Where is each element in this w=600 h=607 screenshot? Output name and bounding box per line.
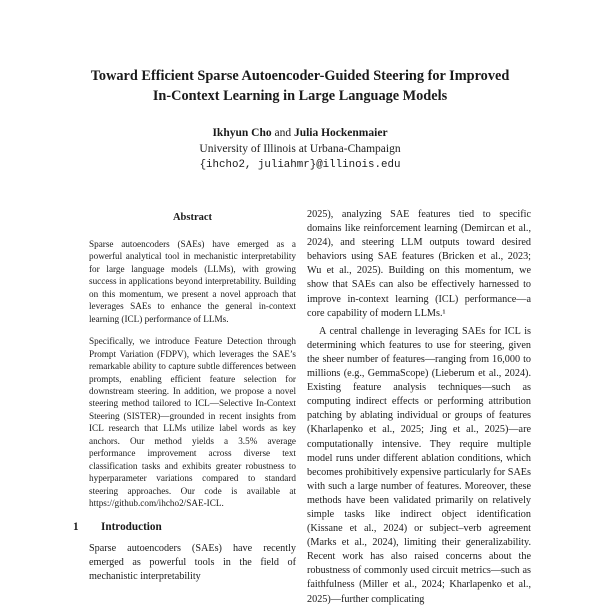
introduction-paragraph: Sparse autoencoders (SAEs) have recently emerged as powerful tools in the field of mechanistic interpretability <box>89 542 296 582</box>
author-block <box>40 125 560 173</box>
author-1: Ikhyun Cho <box>212 127 272 139</box>
section-number: 1 <box>73 520 79 533</box>
section-title: Introduction <box>101 520 162 533</box>
abstract-paragraph-2: Specifically, we introduce Feature Detection through Prompt Variation (FDPV), which leverages the SAE’s remarkable ability to capture subtle differences between prompts, enabling efficient feature selection for downstream steering. In addition, we propose a novel steering method tailored to ICL—Selective In-Context Steering (SISTER)—grounded in recent insights from ICL research that LLMs utilize label words as key anchors. Our method yields a 3.5% average performance improvement across diverse text classification tasks and exhibits greater robustness to hyperparameter variations compared to standard steering approaches. Our code is available at https://github.com/ihcho2/SAE-ICL. <box>89 336 296 509</box>
author-names <box>40 125 560 141</box>
right-paragraph-1: 2025), analyzing SAE features tied to specific domains like reinforcement learning (Demircan et al., 2024), and steering LLM outputs toward desired behaviors using SAE features (Bricken et al., 2023; Wu et al., 2025). Building on this momentum, we show that SAEs can also be effectively harnessed to improve in-context learning (ICL) performance—a core capability of modern LLMs.¹ <box>307 209 531 319</box>
abstract-paragraph-1: Sparse autoencoders (SAEs) have emerged as a powerful analytical tool in mechanistic interpretability for large language models (LLMs), with growing success in applications beyond interpretability. Building on this momentum, we present a novel approach that leverages SAEs to enhance the general in-context learning (ICL) performance of LLMs. <box>89 239 296 324</box>
author-emails: {ihcho2, juliahmr}@illinois.edu <box>199 159 401 171</box>
title-line-2: In-Context Learning in Large Language Models <box>152 88 448 104</box>
right-paragraph-2: A central challenge in leveraging SAEs for ICL is determining which features to use for steering, given the sheer number of features—ranging from 16,000 to millions (e.g., GemmaScope) (Lieberum et al., 2024). Existing feature analysis techniques—such as computing indirect effects or performing attribution patching by ablating individual or groups of features (Kharlapenko et al., 2025; Jing et al., 2025)—are computationally intensive. They require multiple model runs under different ablation conditions, which becomes prohibitively expensive particularly for SAEs with such a large number of features. Moreover, these methods have been validated primarily on relatively simple tasks like indirect object identification (Kissane et al., 2024) or subject–verb agreement (Marks et al., 2024), limiting their generalizability. Recent work has also raised concerns about the robustness of commonly used circuit metrics—such as faithfulness (Miller et al., 2024; Kharlapenko et al., 2025)—further complicating <box>307 325 531 605</box>
abstract-heading: Abstract <box>172 212 213 223</box>
introduction-heading <box>73 520 296 534</box>
affiliation: University of Illinois at Urbana-Champaign <box>199 143 401 155</box>
title-line-1: Toward Efficient Sparse Autoencoder-Guided Steering for Improved <box>90 68 510 84</box>
author-2: Julia Hockenmaier <box>293 127 388 139</box>
right-column <box>307 208 531 607</box>
paper-title <box>40 66 560 106</box>
left-column <box>73 210 296 584</box>
author-separator: and <box>274 127 292 139</box>
